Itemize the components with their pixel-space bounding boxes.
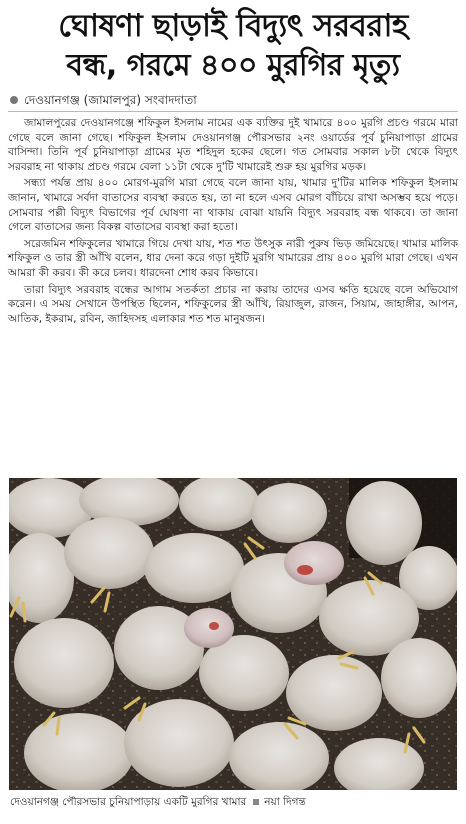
- photo-credit: নয়া দিগন্ত: [264, 796, 306, 808]
- article-body: [8, 116, 458, 326]
- bullet-icon: [10, 96, 18, 104]
- paragraph-2: সন্ধ্যা পর্যন্ত প্রায় ৪০০ মোরগ-মুরগি মারা গেছে বলে জানা যায়, খামার দু'টির মালিক শফিকুল ইসলাম জানান, খামারে সর্বদা বাতাসের ব্যবস্থা করতে হয়, তা না হলে এসব মোরগ বাঁচিয়ে রাখা অসম্ভব হয়ে পড়ে। সোমবার পল্লী বিদ্যুৎ বিভাগের পূর্ব ঘোষণা না থাকায় বোঝা যায়নি বিদ্যুৎ সরবরাহ বন্ধ থাকবে। তা জানা গেলে বাতাসের জন্য বিকল্প বাতাসের ব্যবস্থা করা হতো।: [8, 177, 458, 234]
- dead-chickens-photo: [9, 478, 457, 790]
- caption-text: দেওয়ানগঞ্জ পৌরসভার চুনিয়াপাড়ায় একটি মুরগির খামার: [10, 796, 247, 808]
- paragraph-3: সরেজমিন শফিকুলের খামারে গিয়ে দেখা যায়, শত শত উৎসুক নারী পুরুষ ভিড় জমিয়েছে। খামার মালিক শফিকুল ও তার স্ত্রী আঁখি বলেন, ধার দেনা করে গড়া দুইটি মুরগি খামারের প্রায় ৪০০ মুরগি মারা গেছে। এখন আমরা কী করব। কী করে চলব। ধারদেনা শোধ করব কিভাবে।: [8, 237, 458, 279]
- square-bullet-icon: [253, 799, 259, 805]
- headline: [8, 6, 458, 86]
- paragraph-1: জামালপুরের দেওয়ানগঞ্জে শফিকুল ইসলাম নামের এক ব্যক্তির দুই খামারে ৪০০ মুরগি প্রচণ্ড গরমে মারা গেছে বলে জানা গেছে। শফিকুল ইসলাম দেওয়ানগঞ্জ পৌরসভার ২নং ওয়ার্ডের পূর্ব চুনিয়াপাড়া গ্রামের বাসিন্দা। তিনি পূর্ব চুনিয়াপাড়া গ্রামের মৃত শহিদুল হকের ছেলে। গত সোমবার সকাল ৮টা থেকে বিদ্যুৎ সরবরাহ না থাকায় প্রচণ্ড গরমে বেলা ১১টা থেকে দু'টি খামারেই শুরু হয় মুরগির মড়ক।: [8, 117, 458, 173]
- byline: [8, 92, 458, 108]
- headline-line-1: ঘোষণা ছাড়াই বিদ্যুৎ সরবরাহ: [58, 8, 408, 44]
- photo-caption: [10, 795, 456, 809]
- byline-text: দেওয়ানগঞ্জ (জামালপুর) সংবাদদাতা: [24, 93, 197, 107]
- divider: [8, 111, 458, 112]
- headline-line-2: বন্ধ, গরমে ৪০০ মুরগির মৃত্যু: [66, 48, 400, 83]
- paragraph-4: তারা বিদ্যুৎ সরবরাহ বন্ধের আগাম সতর্কতা প্রচার না করায় তাদের এসব ক্ষতি হয়েছে বলে অভিযোগ করেন। এ সময় সেখানে উপস্থিত ছিলেন, শফিকুলের স্ত্রী আঁখি, রিয়াজুল, রাজন, সিয়াম, জাহাঙ্গীর, আপন, আতিক, ইকরাম, রবিন, জাহিদসহ এলাকার শত শত মানুষজন।: [8, 283, 458, 325]
